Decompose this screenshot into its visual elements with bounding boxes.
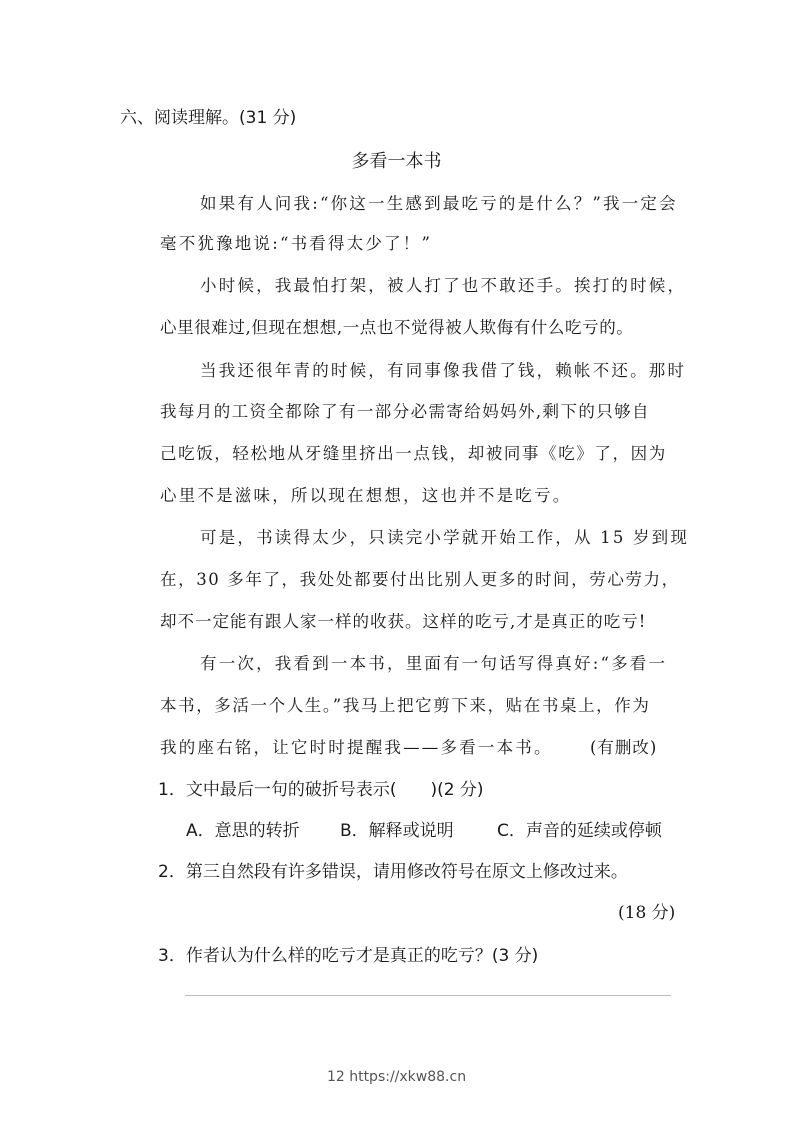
paragraph-line: 小时候，我最怕打架，被人打了也不敢还手。挨打的时候，	[200, 276, 687, 295]
paragraph-line: 我的座右铭，让它时时提醒我——多看一本书。	[160, 738, 553, 757]
question-3: 3．作者认为什么样的吃亏才是真正的吃亏？(3 分)	[158, 946, 539, 966]
question-2: 2．第三自然段有许多错误，请用修改符号在原文上修改过来。	[158, 862, 628, 882]
paragraph-line: 在，30 多年了，我处处都要付出比别人更多的时间，劳心劳力，	[160, 570, 680, 589]
page-footer: 12 https://xkw88.cn	[326, 1069, 467, 1085]
paragraph-line: 如果有人问我:“你这一生感到最吃亏的是什么？”我一定会	[200, 194, 678, 213]
question-1: 1．文中最后一句的破折号表示( )(2 分)	[158, 780, 484, 800]
option-a: A．意思的转折	[186, 821, 300, 841]
article-title: 多看一本书	[351, 151, 442, 172]
paragraph-line: 毫不犹豫地说:“书看得太少了！”	[160, 234, 433, 253]
paragraph-line: 可是，书读得太少，只读完小学就开始工作，从 15 岁到现	[200, 528, 690, 547]
source-note: (有删改)	[590, 738, 658, 757]
paragraph-line: 却不一定能有跟人家一样的收获。这样的吃亏,才是真正的吃亏!	[160, 612, 647, 631]
paragraph-line: 心里不是滋味，所以现在想想，这也并不是吃亏。	[160, 486, 572, 505]
paragraph-line: 有一次，我看到一本书，里面有一句话写得真好:“多看一	[200, 654, 668, 673]
paragraph-line: 当我还很年青的时候，有同事像我借了钱，赖帐不还。那时	[200, 361, 687, 380]
answer-line[interactable]	[185, 995, 671, 996]
paragraph-line: 我每月的工资全都除了有一部分必需寄给妈妈外,剩下的只够自	[160, 402, 650, 421]
paragraph-line: 本书，多活一个人生。”我马上把它剪下来，贴在书桌上，作为	[160, 696, 651, 715]
question-2-score: (18 分)	[618, 903, 676, 923]
section-heading: 六、阅读理解。(31 分)	[120, 108, 297, 128]
option-b: B．解释或说明	[340, 821, 454, 841]
option-c: C．声音的延续或停顿	[497, 821, 662, 841]
paragraph-line: 己吃饭，轻松地从牙缝里挤出一点钱，却被同事《吃》了，因为	[160, 444, 667, 463]
paragraph-line: 心里很难过,但现在想想,一点也不觉得被人欺侮有什么吃亏的。	[160, 318, 634, 337]
